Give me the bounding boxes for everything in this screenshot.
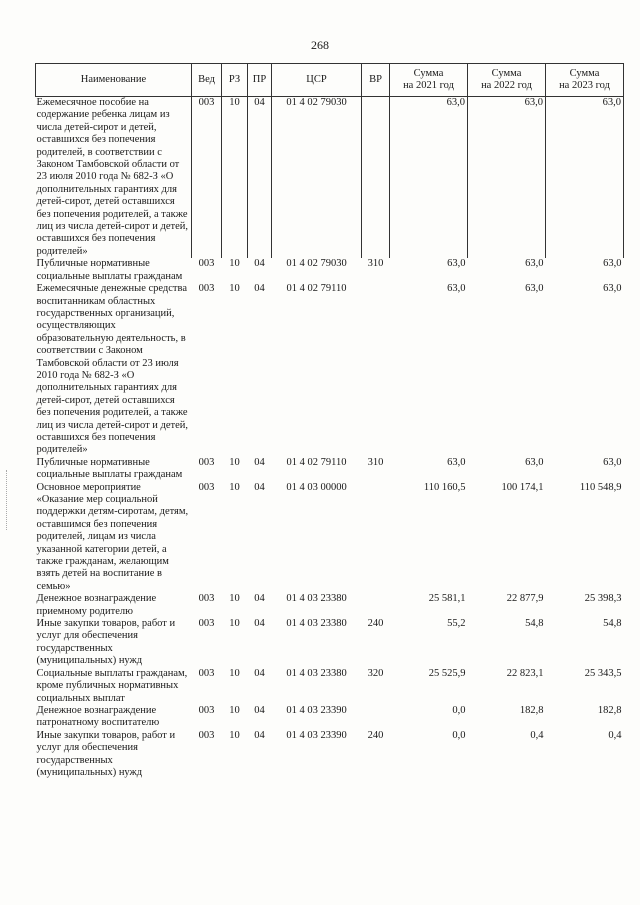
row-ved: 003 bbox=[198, 729, 215, 741]
row-name: Социальные выплаты гражданам, кроме публичных нормативных социальных выплат bbox=[36, 667, 188, 704]
row-pr: 04 bbox=[254, 704, 265, 716]
table-row bbox=[36, 457, 624, 482]
row-csr: 01 4 02 79110 bbox=[286, 283, 347, 295]
col-sum2023-header: Сумма на 2023 год bbox=[546, 64, 624, 97]
row-sum2023: 182,8 bbox=[597, 704, 622, 716]
row-name: Основное мероприятие «Оказание мер социальной поддержки детям-сиротам, детям, оставшимся без попечения родителей, лицам из числа указанной категории детей, а также гражданам, желающим взять детей на воспитание в семью» bbox=[36, 481, 189, 592]
row-csr: 01 4 03 23380 bbox=[286, 593, 347, 605]
table-body bbox=[36, 97, 624, 780]
table-header bbox=[36, 64, 624, 97]
row-ved: 003 bbox=[198, 667, 215, 679]
row-name: Публичные нормативные социальные выплаты гражданам bbox=[36, 456, 183, 481]
row-sum2023: 0,4 bbox=[608, 729, 622, 741]
row-pr: 04 bbox=[254, 618, 265, 630]
row-pr: 04 bbox=[254, 667, 265, 679]
row-sum2022: 63,0 bbox=[525, 258, 544, 270]
row-sum2023: 63,0 bbox=[603, 456, 622, 468]
row-sum2021: 0,0 bbox=[452, 729, 466, 741]
row-rz: 10 bbox=[229, 456, 240, 468]
row-sum2023: 63,0 bbox=[546, 97, 624, 259]
row-pr: 04 bbox=[254, 456, 265, 468]
row-sum2023: 110 548,9 bbox=[579, 481, 622, 493]
row-ved: 003 bbox=[198, 283, 215, 295]
row-name: Ежемесячные денежные средства воспитанникам областных государственных организаций, осуществляющих образовательную деятельность, в соответствии с Законом Тамбовской области от 23 июля 2010 года № 682-З «О дополнительных гарантиях для детей-сирот, детей оставшихся без попечения родителей, а также лиц из числа детей-сирот и детей, оставшихся без попечения родителей» bbox=[36, 283, 189, 456]
row-ved: 003 bbox=[198, 258, 215, 270]
row-sum2021: 55,2 bbox=[447, 618, 466, 630]
row-vr bbox=[362, 593, 390, 618]
row-sum2022: 0,4 bbox=[530, 729, 544, 741]
row-pr: 04 bbox=[254, 481, 265, 493]
row-csr: 01 4 02 79110 bbox=[286, 456, 347, 468]
row-sum2021: 63,0 bbox=[447, 283, 466, 295]
row-sum2021: 110 160,5 bbox=[423, 481, 466, 493]
row-sum2022: 63,0 bbox=[468, 97, 546, 259]
row-sum2021: 63,0 bbox=[447, 258, 466, 270]
row-sum2022: 63,0 bbox=[525, 283, 544, 295]
row-sum2021: 25 581,1 bbox=[428, 593, 466, 605]
col-vr-header: ВР bbox=[362, 64, 390, 97]
table-row bbox=[36, 97, 624, 259]
row-ved: 003 bbox=[198, 481, 215, 493]
row-csr: 01 4 03 23390 bbox=[286, 729, 347, 741]
col-sum2022-header: Сумма на 2022 год bbox=[468, 64, 546, 97]
col-pr-header: ПР bbox=[248, 64, 272, 97]
page-number: 268 bbox=[311, 38, 329, 52]
col-rz-header: РЗ bbox=[222, 64, 248, 97]
table-row bbox=[36, 730, 624, 780]
table-row bbox=[36, 258, 624, 283]
table-row bbox=[36, 618, 624, 668]
row-sum2023: 25 398,3 bbox=[584, 593, 622, 605]
row-pr: 04 bbox=[254, 729, 265, 741]
col-ved-header: Вед bbox=[192, 64, 222, 97]
row-sum2022: 22 877,9 bbox=[506, 593, 544, 605]
table-row bbox=[36, 283, 624, 457]
row-ved: 003 bbox=[198, 456, 215, 468]
row-rz: 10 bbox=[229, 258, 240, 270]
row-pr: 04 bbox=[254, 258, 265, 270]
row-sum2021: 0,0 bbox=[452, 704, 466, 716]
row-name: Ежемесячное пособие на содержание ребенка лицам из числа детей-сирот и детей, оставшихся без попечения родителей, в соответствии с Законом Тамбовской области от 23 июля 2010 года № 682-З «О дополнительных гарантиях для детей-сирот, детей оставшихся без попечения родителей, а также лиц из числа детей-сирот и детей, оставшихся без попечения родителей» bbox=[36, 97, 192, 259]
row-ved: 003 bbox=[198, 618, 215, 630]
col-csr-header: ЦСР bbox=[272, 64, 362, 97]
row-sum2023: 54,8 bbox=[603, 618, 622, 630]
table-row bbox=[36, 482, 624, 594]
row-rz: 10 bbox=[229, 283, 240, 295]
row-sum2022: 22 823,1 bbox=[506, 667, 544, 679]
row-sum2021: 63,0 bbox=[390, 97, 468, 259]
row-pr: 04 bbox=[254, 593, 265, 605]
row-rz: 10 bbox=[229, 618, 240, 630]
row-vr bbox=[362, 283, 390, 457]
row-rz: 10 bbox=[222, 97, 248, 259]
row-rz: 10 bbox=[229, 667, 240, 679]
row-vr: 240 bbox=[367, 729, 384, 741]
row-sum2021: 63,0 bbox=[447, 456, 466, 468]
row-rz: 10 bbox=[229, 481, 240, 493]
row-vr bbox=[362, 705, 390, 730]
row-pr: 04 bbox=[254, 283, 265, 295]
row-vr: 320 bbox=[367, 667, 384, 679]
col-sum2021-header: Сумма на 2021 год bbox=[390, 64, 468, 97]
row-csr: 01 4 02 79030 bbox=[272, 97, 362, 259]
row-name: Денежное вознаграждение приемному родителю bbox=[36, 593, 157, 617]
row-vr: 310 bbox=[367, 258, 384, 270]
row-sum2023: 63,0 bbox=[603, 283, 622, 295]
row-name: Иные закупки товаров, работ и услуг для обеспечения государственных (муниципальных) нужд bbox=[36, 729, 176, 778]
col-name-header: Наименование bbox=[36, 64, 192, 97]
budget-table bbox=[35, 63, 624, 779]
row-vr: 310 bbox=[367, 456, 384, 468]
row-sum2022: 100 174,1 bbox=[501, 481, 544, 493]
table-row bbox=[36, 593, 624, 618]
row-csr: 01 4 02 79030 bbox=[286, 258, 347, 270]
row-vr bbox=[362, 482, 390, 594]
row-vr: 240 bbox=[367, 618, 384, 630]
row-rz: 10 bbox=[229, 729, 240, 741]
row-csr: 01 4 03 23380 bbox=[286, 667, 347, 679]
row-ved: 003 bbox=[198, 593, 215, 605]
row-sum2023: 25 343,5 bbox=[584, 667, 622, 679]
row-csr: 01 4 03 23380 bbox=[286, 618, 347, 630]
row-ved: 003 bbox=[192, 97, 222, 259]
row-vr bbox=[362, 97, 390, 259]
row-name: Иные закупки товаров, работ и услуг для обеспечения государственных (муниципальных) нужд bbox=[36, 618, 176, 667]
row-sum2022: 54,8 bbox=[525, 618, 544, 630]
row-rz: 10 bbox=[229, 593, 240, 605]
row-name: Денежное вознаграждение патронатному воспитателю bbox=[36, 704, 160, 729]
row-sum2022: 63,0 bbox=[525, 456, 544, 468]
row-csr: 01 4 03 00000 bbox=[286, 481, 347, 493]
row-ved: 003 bbox=[198, 704, 215, 716]
row-rz: 10 bbox=[229, 704, 240, 716]
row-sum2022: 182,8 bbox=[519, 704, 544, 716]
row-sum2023: 63,0 bbox=[603, 258, 622, 270]
row-pr: 04 bbox=[248, 97, 272, 259]
row-csr: 01 4 03 23390 bbox=[286, 704, 347, 716]
row-name: Публичные нормативные социальные выплаты гражданам bbox=[36, 258, 183, 282]
margin-mark bbox=[6, 470, 10, 530]
table-row bbox=[36, 705, 624, 730]
table-row bbox=[36, 668, 624, 705]
row-sum2021: 25 525,9 bbox=[428, 667, 466, 679]
